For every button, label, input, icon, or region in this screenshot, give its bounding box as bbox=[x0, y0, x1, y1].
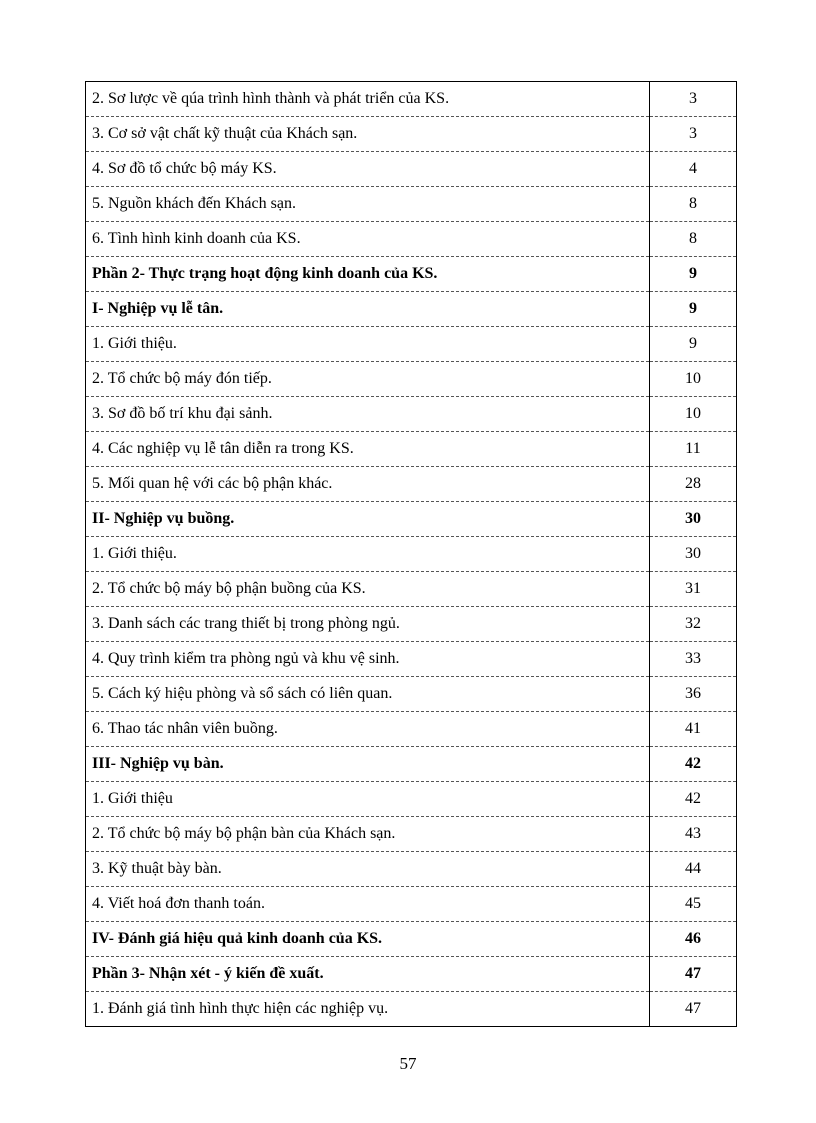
toc-section-row bbox=[86, 922, 737, 957]
toc-entry-title: 4. Các nghiệp vụ lễ tân diễn ra trong KS. bbox=[86, 432, 650, 467]
toc-section-row bbox=[86, 957, 737, 992]
page-number: 57 bbox=[399, 1054, 417, 1073]
toc-entry-page: 41 bbox=[650, 712, 737, 747]
toc-entry-title: 2. Tổ chức bộ máy bộ phận buồng của KS. bbox=[86, 572, 650, 607]
toc-section-title: III- Nghiệp vụ bàn. bbox=[86, 747, 650, 782]
toc-entry-title: 2. Sơ lược về qúa trình hình thành và phát triển của KS. bbox=[86, 82, 650, 117]
toc-entry-page: 42 bbox=[650, 782, 737, 817]
toc-section-title: Phần 3- Nhận xét - ý kiến đề xuất. bbox=[86, 957, 650, 992]
toc-entry-title: 6. Thao tác nhân viên buồng. bbox=[86, 712, 650, 747]
toc-section-title: Phần 2- Thực trạng hoạt động kinh doanh của KS. bbox=[86, 257, 650, 292]
toc-entry-page: 3 bbox=[650, 117, 737, 152]
toc-entry-title: 1. Giới thiệu. bbox=[86, 537, 650, 572]
toc-row bbox=[86, 362, 737, 397]
toc-row bbox=[86, 397, 737, 432]
toc-section-row bbox=[86, 257, 737, 292]
toc-entry-title: 3. Sơ đồ bố trí khu đại sảnh. bbox=[86, 397, 650, 432]
toc-entry-page: 28 bbox=[650, 467, 737, 502]
toc-entry-title: 5. Mối quan hệ với các bộ phận khác. bbox=[86, 467, 650, 502]
toc-row bbox=[86, 677, 737, 712]
toc-section-title: I- Nghiệp vụ lễ tân. bbox=[86, 292, 650, 327]
toc-row bbox=[86, 117, 737, 152]
toc-section-page: 9 bbox=[650, 292, 737, 327]
toc-section-page: 46 bbox=[650, 922, 737, 957]
toc-entry-page: 10 bbox=[650, 397, 737, 432]
toc-row bbox=[86, 187, 737, 222]
toc-entry-title: 1. Đánh giá tình hình thực hiện các nghiệp vụ. bbox=[86, 992, 650, 1027]
toc-row bbox=[86, 712, 737, 747]
toc-row bbox=[86, 467, 737, 502]
toc-entry-page: 47 bbox=[650, 992, 737, 1027]
toc-entry-page: 3 bbox=[650, 82, 737, 117]
toc-row bbox=[86, 782, 737, 817]
toc-entry-page: 33 bbox=[650, 642, 737, 677]
toc-entry-page: 44 bbox=[650, 852, 737, 887]
toc-entry-title: 3. Cơ sở vật chất kỹ thuật của Khách sạn. bbox=[86, 117, 650, 152]
toc-entry-title: 4. Sơ đồ tổ chức bộ máy KS. bbox=[86, 152, 650, 187]
toc-section-title: IV- Đánh giá hiệu quả kinh doanh của KS. bbox=[86, 922, 650, 957]
toc-entry-title: 5. Cách ký hiệu phòng và sổ sách có liên quan. bbox=[86, 677, 650, 712]
toc-section-page: 9 bbox=[650, 257, 737, 292]
toc-entry-page: 45 bbox=[650, 887, 737, 922]
toc-entry-title: 5. Nguồn khách đến Khách sạn. bbox=[86, 187, 650, 222]
toc-entry-title: 1. Giới thiệu bbox=[86, 782, 650, 817]
toc-row bbox=[86, 992, 737, 1027]
toc-section-row bbox=[86, 502, 737, 537]
toc-section-page: 30 bbox=[650, 502, 737, 537]
toc-entry-page: 11 bbox=[650, 432, 737, 467]
toc-row bbox=[86, 432, 737, 467]
toc-entry-title: 6. Tình hình kinh doanh của KS. bbox=[86, 222, 650, 257]
toc-entry-page: 10 bbox=[650, 362, 737, 397]
toc-entry-title: 1. Giới thiệu. bbox=[86, 327, 650, 362]
toc-entry-title: 2. Tổ chức bộ máy đón tiếp. bbox=[86, 362, 650, 397]
toc-section-row bbox=[86, 747, 737, 782]
toc-entry-title: 2. Tổ chức bộ máy bộ phận bàn của Khách sạn. bbox=[86, 817, 650, 852]
toc-section-row bbox=[86, 292, 737, 327]
toc-row bbox=[86, 607, 737, 642]
toc-row bbox=[86, 887, 737, 922]
toc-entry-page: 8 bbox=[650, 187, 737, 222]
toc-entry-page: 9 bbox=[650, 327, 737, 362]
toc-row bbox=[86, 852, 737, 887]
toc-row bbox=[86, 152, 737, 187]
toc-entry-page: 8 bbox=[650, 222, 737, 257]
toc-entry-page: 4 bbox=[650, 152, 737, 187]
toc-row bbox=[86, 642, 737, 677]
toc-entry-title: 3. Danh sách các trang thiết bị trong phòng ngủ. bbox=[86, 607, 650, 642]
toc-row bbox=[86, 572, 737, 607]
toc-row bbox=[86, 817, 737, 852]
toc-entry-page: 31 bbox=[650, 572, 737, 607]
toc-row bbox=[86, 327, 737, 362]
toc-entry-page: 43 bbox=[650, 817, 737, 852]
toc-row bbox=[86, 82, 737, 117]
toc-entry-title: 4. Quy trình kiểm tra phòng ngủ và khu vệ sinh. bbox=[86, 642, 650, 677]
toc-section-page: 47 bbox=[650, 957, 737, 992]
toc-entry-page: 32 bbox=[650, 607, 737, 642]
toc-entry-page: 36 bbox=[650, 677, 737, 712]
toc-entry-title: 3. Kỹ thuật bày bàn. bbox=[86, 852, 650, 887]
toc-entry-page: 30 bbox=[650, 537, 737, 572]
toc-section-page: 42 bbox=[650, 747, 737, 782]
table-of-contents bbox=[85, 81, 737, 1027]
toc-entry-title: 4. Viết hoá đơn thanh toán. bbox=[86, 887, 650, 922]
toc-row bbox=[86, 222, 737, 257]
toc-row bbox=[86, 537, 737, 572]
toc-section-title: II- Nghiệp vụ buồng. bbox=[86, 502, 650, 537]
